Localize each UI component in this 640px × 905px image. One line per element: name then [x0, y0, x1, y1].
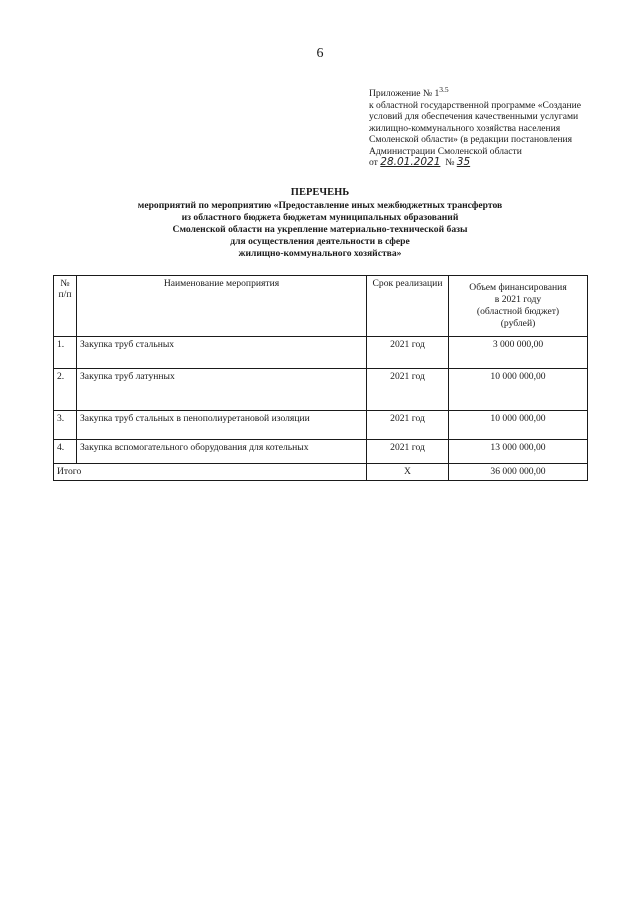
cell-term: 2021 год: [367, 411, 449, 440]
title-heading: ПЕРЕЧЕНЬ: [290, 187, 350, 198]
cell-name: Закупка вспомогательного оборудования для котельных: [77, 440, 367, 464]
total-amount: 36 000 000,00: [449, 464, 588, 481]
cell-amount: 13 000 000,00: [449, 440, 588, 464]
header-funding-line: (рублей): [500, 318, 536, 329]
appendix-line: жилищно-коммунального хозяйства населения: [369, 122, 561, 134]
title-line: жилищно-коммунального хозяйства»: [238, 248, 402, 259]
handwritten-number: 35: [456, 156, 471, 169]
appendix-line: Администрации Смоленской области: [369, 145, 522, 157]
cell-no: 1.: [54, 337, 77, 369]
page-number: 6: [316, 46, 324, 61]
cell-no: 3.: [54, 411, 77, 440]
title-line: мероприятий по мероприятию «Предоставление иных межбюджетных трансфертов: [137, 200, 503, 211]
cell-amount: 10 000 000,00: [449, 369, 588, 411]
header-funding: [449, 276, 588, 337]
table-row: [54, 440, 588, 464]
appendix-block: [369, 84, 609, 169]
appendix-date-line: [369, 157, 609, 169]
total-row: [54, 464, 588, 481]
cell-term: 2021 год: [367, 369, 449, 411]
header-name: Наименование мероприятия: [77, 276, 367, 337]
cell-name: Закупка труб латунных: [77, 369, 367, 411]
title-line: Смоленской области на укрепление материально-технической базы: [172, 224, 468, 235]
title-line: из областного бюджета бюджетам муниципальных образований: [181, 212, 459, 223]
cell-amount: 3 000 000,00: [449, 337, 588, 369]
total-label: Итого: [54, 464, 367, 481]
cell-no: 2.: [54, 369, 77, 411]
cell-amount: 10 000 000,00: [449, 411, 588, 440]
appendix-prefix: Приложение № 1: [369, 88, 440, 100]
table-row: [54, 411, 588, 440]
appendix-title: [369, 84, 609, 100]
appendix-line: к областной государственной программе «Создание: [369, 99, 582, 111]
appendix-line: условий для обеспечения качественными услугами: [369, 111, 579, 123]
header-funding-line: Объем финансирования: [469, 282, 567, 293]
table-row: [54, 369, 588, 411]
document-title: [80, 187, 560, 260]
table-row: [54, 337, 588, 369]
total-term: X: [367, 464, 449, 481]
header-funding-line: (областной бюджет): [476, 306, 560, 317]
cell-name: Закупка труб стальных: [77, 337, 367, 369]
number-prefix: №: [445, 157, 455, 169]
title-line: для осуществления деятельности в сфере: [230, 236, 410, 247]
cell-name: Закупка труб стальных в пенополиуретановой изоляции: [77, 411, 367, 440]
header-funding-line: в 2021 году: [494, 294, 542, 305]
cell-term: 2021 год: [367, 440, 449, 464]
appendix-line: Смоленской области» (в редакции постановления: [369, 134, 573, 146]
date-prefix: от: [369, 157, 378, 169]
header-no: № п/п: [54, 276, 77, 337]
measures-table: [53, 275, 588, 481]
appendix-superscript: 3.5: [439, 85, 449, 94]
table-header-row: [54, 276, 588, 337]
cell-term: 2021 год: [367, 337, 449, 369]
cell-no: 4.: [54, 440, 77, 464]
header-term: Срок реализации: [367, 276, 449, 337]
handwritten-date: 28.01.2021: [380, 156, 441, 169]
